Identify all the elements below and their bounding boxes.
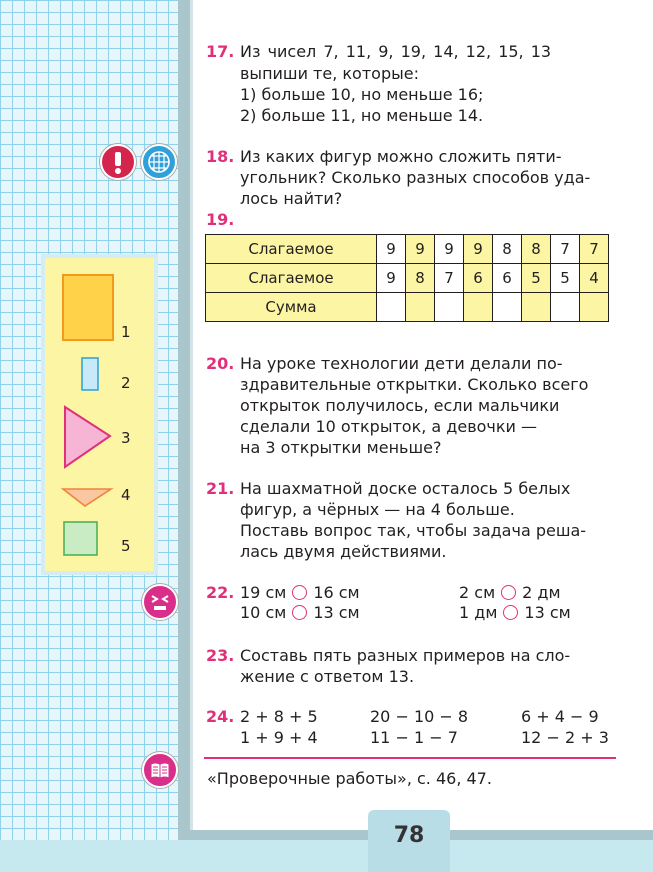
table-row bbox=[206, 235, 609, 264]
task-21-line2: фигур, а чёрных — на 4 больше. bbox=[240, 500, 515, 519]
addition-table bbox=[205, 234, 609, 322]
table-cell bbox=[522, 293, 551, 322]
comparison-row bbox=[459, 582, 561, 603]
task-17-line1: Из чисел 7, 11, 9, 19, 14, 12, 15, 13 bbox=[240, 42, 552, 61]
expression: 11 − 1 − 7 bbox=[370, 728, 458, 747]
workbook-reference: «Проверочные работы», с. 46, 47. bbox=[207, 769, 492, 788]
compare-left-value: 2 см bbox=[459, 583, 496, 602]
table-cell: 7 bbox=[580, 235, 609, 264]
table-cell: 8 bbox=[522, 235, 551, 264]
table-cell: 6 bbox=[464, 264, 493, 293]
expression: 6 + 4 − 9 bbox=[521, 707, 599, 726]
table-cell: 6 bbox=[493, 264, 522, 293]
table-cell: 7 bbox=[435, 264, 464, 293]
comparison-row bbox=[459, 602, 571, 623]
page-number: 78 bbox=[368, 810, 450, 872]
task-21-line3: Поставь вопрос так, чтобы задача реша- bbox=[240, 521, 587, 540]
shape-label-5: 5 bbox=[121, 537, 131, 555]
blue-rectangle-shape bbox=[82, 358, 98, 390]
table-cell bbox=[406, 293, 435, 322]
compare-left-value: 10 см bbox=[240, 603, 287, 622]
compare-right-value: 16 см bbox=[313, 583, 360, 602]
task-19-number: 19. bbox=[206, 210, 235, 229]
task-21-line1: На шахматной доске осталось 5 белых bbox=[240, 479, 571, 498]
compare-circle[interactable] bbox=[292, 605, 307, 620]
green-square-shape bbox=[64, 522, 97, 555]
table-cell bbox=[377, 293, 406, 322]
table-cell: 9 bbox=[435, 235, 464, 264]
compare-left-value: 19 см bbox=[240, 583, 287, 602]
no-talking-face-icon bbox=[142, 584, 178, 620]
compare-right-value: 13 см bbox=[524, 603, 571, 622]
row-label: Слагаемое bbox=[206, 264, 377, 293]
table-cell: 5 bbox=[522, 264, 551, 293]
shape-label-3: 3 bbox=[121, 429, 131, 447]
task-18-line1: Из каких фигур можно сложить пяти- bbox=[240, 147, 562, 166]
expression: 20 − 10 − 8 bbox=[370, 707, 469, 726]
compare-circle[interactable] bbox=[503, 605, 518, 620]
table-cell: 8 bbox=[406, 264, 435, 293]
comparison-row bbox=[240, 582, 360, 603]
task-20-line3: открыток получилось, если мальчики bbox=[240, 396, 560, 415]
table-cell: 5 bbox=[551, 264, 580, 293]
table-cell bbox=[464, 293, 493, 322]
task-23-number: 23. bbox=[206, 646, 235, 665]
compare-right-value: 2 дм bbox=[522, 583, 561, 602]
orange-triangle-shape bbox=[63, 489, 111, 506]
task-23-line1: Составь пять разных примеров на сло- bbox=[240, 646, 571, 665]
table-cell bbox=[580, 293, 609, 322]
expression: 12 − 2 + 3 bbox=[521, 728, 609, 747]
task-18-line3: лось найти? bbox=[240, 189, 343, 208]
table-cell: 7 bbox=[551, 235, 580, 264]
compare-circle[interactable] bbox=[501, 585, 516, 600]
task-20-line5: на 3 открытки меньше? bbox=[240, 438, 442, 457]
task-21-line4: лась двумя действиями. bbox=[240, 542, 447, 561]
table-cell: 4 bbox=[580, 264, 609, 293]
task-23-line2: жение с ответом 13. bbox=[240, 667, 415, 686]
comparison-row bbox=[240, 602, 360, 623]
table-cell: 9 bbox=[464, 235, 493, 264]
bottom-strip bbox=[0, 840, 653, 872]
book-icon bbox=[142, 752, 178, 788]
task-18-line2: угольник? Сколько разных способов уда- bbox=[240, 168, 591, 187]
task-20-line2: здравительные открытки. Сколько всего bbox=[240, 375, 589, 394]
table-cell: 9 bbox=[406, 235, 435, 264]
task-20-line4: сделали 10 открыток, а девочки — bbox=[240, 417, 538, 436]
table-row bbox=[206, 293, 609, 322]
table-cell bbox=[435, 293, 464, 322]
page-spine bbox=[178, 0, 190, 840]
table-cell: 9 bbox=[377, 235, 406, 264]
task-18-number: 18. bbox=[206, 147, 235, 166]
pink-triangle-shape bbox=[65, 407, 110, 467]
shape-label-4: 4 bbox=[121, 486, 131, 504]
task-17-line2: выпиши те, которые: bbox=[240, 64, 419, 83]
task-22-number: 22. bbox=[206, 583, 235, 602]
shape-label-1: 1 bbox=[121, 323, 131, 341]
divider-line bbox=[204, 757, 616, 759]
task-17-number: 17. bbox=[206, 42, 235, 61]
expression: 1 + 9 + 4 bbox=[240, 728, 318, 747]
task-17-line4: 2) больше 11, но меньше 14. bbox=[240, 106, 484, 125]
table-cell bbox=[493, 293, 522, 322]
table-cell bbox=[551, 293, 580, 322]
globe-grid-icon bbox=[141, 144, 177, 180]
row-label: Слагаемое bbox=[206, 235, 377, 264]
compare-left-value: 1 дм bbox=[459, 603, 498, 622]
yellow-rectangle-shape bbox=[63, 275, 113, 340]
shape-label-2: 2 bbox=[121, 374, 131, 392]
table-cell: 8 bbox=[493, 235, 522, 264]
task-17-line3: 1) больше 10, но меньше 16; bbox=[240, 85, 484, 104]
shapes-panel bbox=[41, 254, 158, 575]
row-label: Сумма bbox=[206, 293, 377, 322]
table-cell: 9 bbox=[377, 264, 406, 293]
exclamation-icon bbox=[100, 144, 136, 180]
table-row bbox=[206, 264, 609, 293]
expression: 2 + 8 + 5 bbox=[240, 707, 318, 726]
task-21-number: 21. bbox=[206, 479, 235, 498]
task-24-number: 24. bbox=[206, 707, 235, 726]
compare-right-value: 13 см bbox=[313, 603, 360, 622]
compare-circle[interactable] bbox=[292, 585, 307, 600]
task-20-line1: На уроке технологии дети делали по- bbox=[240, 354, 563, 373]
task-20-number: 20. bbox=[206, 354, 235, 373]
